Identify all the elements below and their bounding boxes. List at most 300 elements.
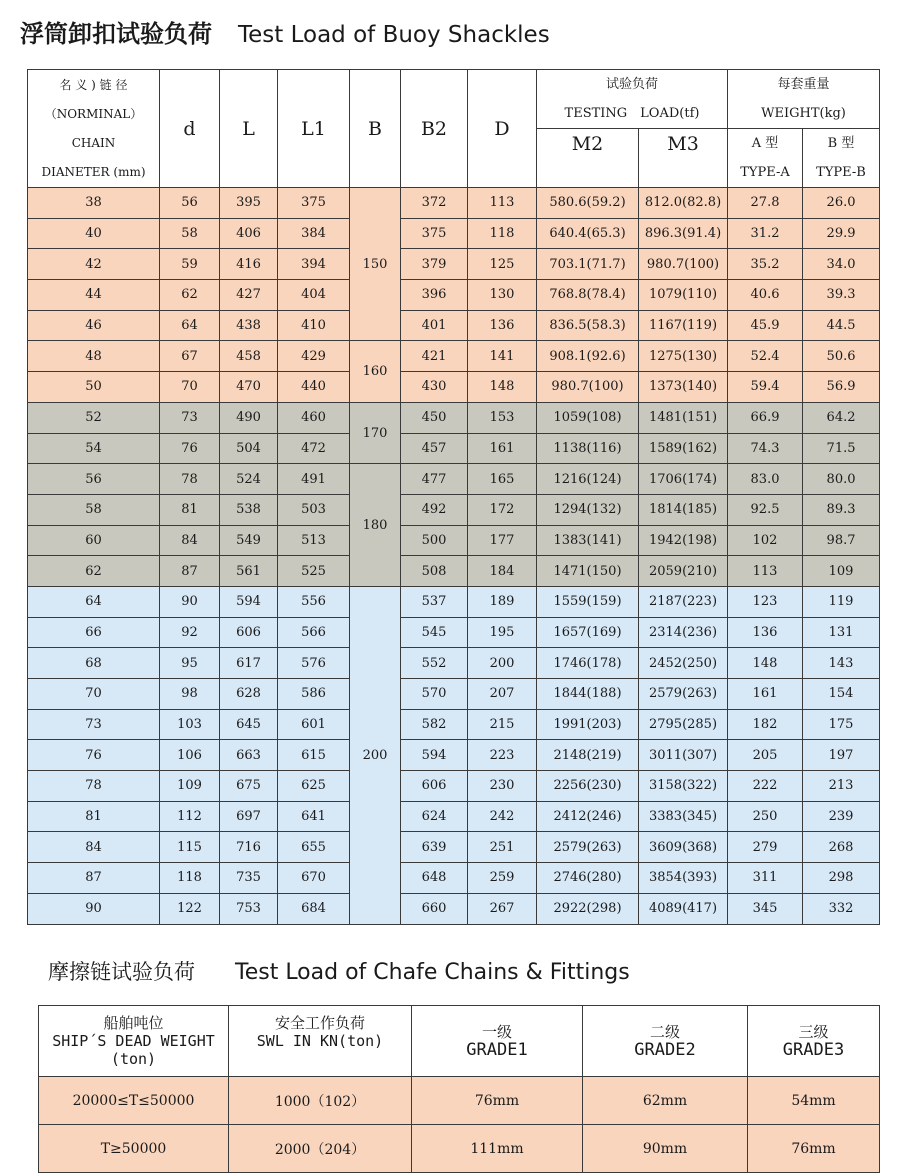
cell-swl: 1000（102） [229, 1077, 412, 1125]
cell-D: 125 [468, 249, 537, 280]
cell-B2: 594 [401, 740, 468, 771]
cell-chain-diameter: 50 [28, 372, 160, 403]
header-D: D [468, 70, 537, 188]
cell-type-a: 45.9 [728, 310, 803, 341]
header-chain-line-1: 名 义 ) 链 径 [59, 77, 128, 92]
cell-chain-diameter: 87 [28, 863, 160, 894]
cell-L1: 525 [278, 556, 350, 587]
table-row [28, 280, 880, 311]
cell-L: 538 [220, 494, 278, 525]
cell-chain-diameter: 52 [28, 402, 160, 433]
cell-d: 58 [160, 218, 220, 249]
cell-B2: 430 [401, 372, 468, 403]
cell-type-a: 35.2 [728, 249, 803, 280]
cell-D: 130 [468, 280, 537, 311]
header-type-b-cn: B 型 [827, 136, 855, 151]
cell-d: 67 [160, 341, 220, 372]
cell-L1: 375 [278, 188, 350, 219]
cell-D: 200 [468, 648, 537, 679]
header-ship-en: SHIP´S DEAD WEIGHT [52, 1032, 215, 1050]
cell-L: 606 [220, 617, 278, 648]
cell-D: 172 [468, 494, 537, 525]
cell-M3: 3158(322) [639, 771, 728, 802]
cell-type-a: 31.2 [728, 218, 803, 249]
cell-M2: 1657(169) [537, 617, 639, 648]
cell-chain-diameter: 81 [28, 801, 160, 832]
cell-L1: 513 [278, 525, 350, 556]
cell-L: 594 [220, 586, 278, 617]
cell-M2: 1383(141) [537, 525, 639, 556]
cell-type-b: 197 [803, 740, 880, 771]
cell-M3: 2314(236) [639, 617, 728, 648]
cell-D: 161 [468, 433, 537, 464]
cell-type-b: 239 [803, 801, 880, 832]
header-L: L [220, 70, 278, 188]
cell-B2: 545 [401, 617, 468, 648]
cell-M3: 812.0(82.8) [639, 188, 728, 219]
cell-L: 427 [220, 280, 278, 311]
cell-chain-diameter: 42 [28, 249, 160, 280]
header-B2: B2 [401, 70, 468, 188]
cell-M3: 3854(393) [639, 863, 728, 894]
cell-L: 617 [220, 648, 278, 679]
cell-L: 490 [220, 402, 278, 433]
cell-d: 90 [160, 586, 220, 617]
header-grade1 [412, 1006, 583, 1077]
cell-type-a: 92.5 [728, 494, 803, 525]
table-row [28, 249, 880, 280]
cell-d: 103 [160, 709, 220, 740]
header-type-a-en: TYPE-A [740, 165, 790, 180]
cell-L: 697 [220, 801, 278, 832]
header-grade3-en: GRADE3 [782, 1040, 845, 1060]
chafe-chains-title-cn: 摩擦链试验负荷 [48, 960, 195, 984]
cell-chain-diameter: 60 [28, 525, 160, 556]
cell-L: 458 [220, 341, 278, 372]
table-row [28, 863, 880, 894]
header-type-a-cn: A 型 [751, 136, 779, 151]
cell-M3: 2059(210) [639, 556, 728, 587]
cell-chain-diameter: 90 [28, 893, 160, 924]
table-row [28, 433, 880, 464]
cell-B2: 477 [401, 464, 468, 495]
cell-d: 106 [160, 740, 220, 771]
cell-chain-diameter: 70 [28, 679, 160, 710]
buoy-shackles-title-cn: 浮筒卸扣试验负荷 [20, 20, 212, 48]
cell-L: 716 [220, 832, 278, 863]
header-chain-line-4: DIANETER (mm) [41, 164, 146, 179]
buoy-shackles-table-body [28, 188, 880, 925]
cell-L1: 655 [278, 832, 350, 863]
cell-M3: 3609(368) [639, 832, 728, 863]
table-row [28, 893, 880, 924]
cell-L1: 566 [278, 617, 350, 648]
cell-M3: 1167(119) [639, 310, 728, 341]
table-row [28, 310, 880, 341]
cell-type-b: 143 [803, 648, 880, 679]
cell-type-b: 71.5 [803, 433, 880, 464]
cell-D: 189 [468, 586, 537, 617]
cell-L: 663 [220, 740, 278, 771]
table-row [28, 402, 880, 433]
cell-M2: 908.1(92.6) [537, 341, 639, 372]
table-row [28, 832, 880, 863]
header-weight-en: WEIGHT(kg) [761, 106, 846, 121]
cell-L1: 410 [278, 310, 350, 341]
cell-d: 95 [160, 648, 220, 679]
cell-d: 56 [160, 188, 220, 219]
cell-M3: 2187(223) [639, 586, 728, 617]
cell-chain-diameter: 38 [28, 188, 160, 219]
cell-type-b: 39.3 [803, 280, 880, 311]
header-testing-cn: 试验负荷 [606, 77, 659, 92]
header-type-a [728, 129, 803, 188]
cell-type-b: 119 [803, 586, 880, 617]
cell-type-a: 27.8 [728, 188, 803, 219]
header-swl-en: SWL IN KN(ton) [256, 1032, 384, 1050]
cell-M2: 580.6(59.2) [537, 188, 639, 219]
cell-D: 242 [468, 801, 537, 832]
cell-d: 92 [160, 617, 220, 648]
cell-M2: 1559(159) [537, 586, 639, 617]
cell-L1: 472 [278, 433, 350, 464]
cell-d: 76 [160, 433, 220, 464]
cell-B2: 537 [401, 586, 468, 617]
chafe-chains-title-en: Test Load of Chafe Chains & Fittings [235, 960, 630, 985]
cell-type-b: 268 [803, 832, 880, 863]
cell-D: 259 [468, 863, 537, 894]
cell-L1: 404 [278, 280, 350, 311]
cell-D: 136 [468, 310, 537, 341]
cell-B2: 582 [401, 709, 468, 740]
cell-B-group: 160 [350, 341, 401, 402]
cell-D: 141 [468, 341, 537, 372]
cell-type-b: 213 [803, 771, 880, 802]
cell-B2: 624 [401, 801, 468, 832]
cell-d: 59 [160, 249, 220, 280]
table-row [28, 709, 880, 740]
cell-type-b: 298 [803, 863, 880, 894]
cell-D: 113 [468, 188, 537, 219]
cell-type-a: 59.4 [728, 372, 803, 403]
cell-swl: 2000（204） [229, 1125, 412, 1173]
cell-L: 735 [220, 863, 278, 894]
header-type-b-en: TYPE-B [816, 165, 866, 180]
cell-M2: 640.4(65.3) [537, 218, 639, 249]
cell-L: 628 [220, 679, 278, 710]
cell-L: 438 [220, 310, 278, 341]
cell-B2: 552 [401, 648, 468, 679]
table-row [28, 556, 880, 587]
cell-M3: 1481(151) [639, 402, 728, 433]
cell-type-b: 98.7 [803, 525, 880, 556]
cell-type-a: 83.0 [728, 464, 803, 495]
table-row [39, 1077, 880, 1125]
cell-M3: 1079(110) [639, 280, 728, 311]
cell-L1: 670 [278, 863, 350, 894]
cell-B2: 401 [401, 310, 468, 341]
cell-type-b: 175 [803, 709, 880, 740]
cell-type-b: 89.3 [803, 494, 880, 525]
table-row [28, 740, 880, 771]
cell-chain-diameter: 64 [28, 586, 160, 617]
cell-chain-diameter: 44 [28, 280, 160, 311]
buoy-shackles-table [27, 69, 880, 925]
cell-d: 64 [160, 310, 220, 341]
cell-chain-diameter: 58 [28, 494, 160, 525]
cell-D: 148 [468, 372, 537, 403]
cell-L: 645 [220, 709, 278, 740]
cell-chain-diameter: 46 [28, 310, 160, 341]
cell-type-b: 29.9 [803, 218, 880, 249]
cell-d: 78 [160, 464, 220, 495]
cell-M2: 1294(132) [537, 494, 639, 525]
cell-d: 122 [160, 893, 220, 924]
header-chain-line-2: （NORMINAL） [44, 106, 143, 121]
cell-L1: 586 [278, 679, 350, 710]
cell-L1: 394 [278, 249, 350, 280]
cell-M2: 2256(230) [537, 771, 639, 802]
cell-B2: 450 [401, 402, 468, 433]
header-testing-en: TESTING LOAD(tf) [564, 106, 700, 121]
cell-B2: 379 [401, 249, 468, 280]
cell-type-a: 113 [728, 556, 803, 587]
cell-chain-diameter: 40 [28, 218, 160, 249]
cell-grade3: 54mm [748, 1077, 880, 1125]
cell-chain-diameter: 78 [28, 771, 160, 802]
cell-M3: 3011(307) [639, 740, 728, 771]
cell-M2: 2922(298) [537, 893, 639, 924]
cell-type-a: 222 [728, 771, 803, 802]
cell-L: 549 [220, 525, 278, 556]
cell-M2: 2579(263) [537, 832, 639, 863]
table-row [28, 525, 880, 556]
cell-B2: 372 [401, 188, 468, 219]
cell-M2: 1844(188) [537, 679, 639, 710]
cell-L: 753 [220, 893, 278, 924]
cell-type-a: 311 [728, 863, 803, 894]
cell-M3: 1942(198) [639, 525, 728, 556]
cell-chain-diameter: 48 [28, 341, 160, 372]
cell-L1: 429 [278, 341, 350, 372]
cell-B2: 492 [401, 494, 468, 525]
cell-M2: 1991(203) [537, 709, 639, 740]
cell-M2: 1216(124) [537, 464, 639, 495]
cell-chain-diameter: 54 [28, 433, 160, 464]
cell-type-a: 66.9 [728, 402, 803, 433]
cell-L1: 503 [278, 494, 350, 525]
header-type-b [803, 129, 880, 188]
cell-type-b: 131 [803, 617, 880, 648]
cell-B2: 396 [401, 280, 468, 311]
cell-D: 215 [468, 709, 537, 740]
cell-L: 470 [220, 372, 278, 403]
cell-D: 207 [468, 679, 537, 710]
cell-M3: 1589(162) [639, 433, 728, 464]
cell-B2: 375 [401, 218, 468, 249]
cell-M2: 1138(116) [537, 433, 639, 464]
cell-grade1: 76mm [412, 1077, 583, 1125]
cell-type-a: 182 [728, 709, 803, 740]
cell-grade1: 111mm [412, 1125, 583, 1173]
cell-B2: 457 [401, 433, 468, 464]
header-chain-line-3: CHAIN [71, 135, 116, 150]
header-chain-diameter [28, 70, 160, 188]
cell-M2: 1471(150) [537, 556, 639, 587]
cell-d: 73 [160, 402, 220, 433]
cell-M3: 2579(263) [639, 679, 728, 710]
cell-chain-diameter: 62 [28, 556, 160, 587]
cell-type-b: 64.2 [803, 402, 880, 433]
cell-chain-diameter: 66 [28, 617, 160, 648]
cell-d: 81 [160, 494, 220, 525]
cell-D: 230 [468, 771, 537, 802]
cell-grade2: 90mm [583, 1125, 748, 1173]
cell-L: 675 [220, 771, 278, 802]
cell-d: 109 [160, 771, 220, 802]
cell-M3: 1275(130) [639, 341, 728, 372]
cell-M2: 703.1(71.7) [537, 249, 639, 280]
cell-chain-diameter: 73 [28, 709, 160, 740]
cell-D: 195 [468, 617, 537, 648]
cell-type-a: 123 [728, 586, 803, 617]
cell-d: 84 [160, 525, 220, 556]
header-M2: M2 [537, 129, 639, 188]
cell-M2: 2148(219) [537, 740, 639, 771]
header-d: d [160, 70, 220, 188]
cell-L1: 641 [278, 801, 350, 832]
cell-M2: 1746(178) [537, 648, 639, 679]
cell-M2: 980.7(100) [537, 372, 639, 403]
table-row [28, 372, 880, 403]
cell-type-a: 161 [728, 679, 803, 710]
header-B: B [350, 70, 401, 188]
header-grade1-cn: 一级 [481, 1023, 512, 1041]
cell-D: 118 [468, 218, 537, 249]
cell-d: 62 [160, 280, 220, 311]
cell-grade2: 62mm [583, 1077, 748, 1125]
cell-type-a: 345 [728, 893, 803, 924]
cell-M2: 2746(280) [537, 863, 639, 894]
cell-M3: 980.7(100) [639, 249, 728, 280]
cell-chain-diameter: 84 [28, 832, 160, 863]
cell-type-a: 102 [728, 525, 803, 556]
cell-M2: 768.8(78.4) [537, 280, 639, 311]
table-row [39, 1125, 880, 1173]
header-swl-cn: 安全工作负荷 [274, 1014, 365, 1032]
cell-B2: 639 [401, 832, 468, 863]
cell-L1: 491 [278, 464, 350, 495]
cell-type-a: 148 [728, 648, 803, 679]
header-ship-dead-weight [39, 1006, 229, 1077]
cell-L1: 601 [278, 709, 350, 740]
table-row [28, 586, 880, 617]
cell-ship: 20000≤T≤50000 [39, 1077, 229, 1125]
cell-chain-diameter: 76 [28, 740, 160, 771]
cell-d: 70 [160, 372, 220, 403]
cell-M3: 1706(174) [639, 464, 728, 495]
cell-B-group: 150 [350, 188, 401, 341]
cell-L1: 440 [278, 372, 350, 403]
cell-d: 118 [160, 863, 220, 894]
cell-D: 153 [468, 402, 537, 433]
cell-B2: 606 [401, 771, 468, 802]
cell-type-a: 250 [728, 801, 803, 832]
cell-L1: 625 [278, 771, 350, 802]
header-L1: L1 [278, 70, 350, 188]
cell-L: 406 [220, 218, 278, 249]
cell-grade3: 76mm [748, 1125, 880, 1173]
buoy-shackles-title [20, 14, 550, 49]
cell-L: 395 [220, 188, 278, 219]
header-M3: M3 [639, 129, 728, 188]
buoy-shackles-title-en: Test Load of Buoy Shackles [238, 22, 550, 48]
cell-type-a: 136 [728, 617, 803, 648]
header-grade2-en: GRADE2 [634, 1040, 696, 1060]
cell-chain-diameter: 68 [28, 648, 160, 679]
cell-D: 177 [468, 525, 537, 556]
table-row [28, 771, 880, 802]
cell-M2: 1059(108) [537, 402, 639, 433]
cell-d: 87 [160, 556, 220, 587]
cell-D: 251 [468, 832, 537, 863]
cell-M2: 2412(246) [537, 801, 639, 832]
cell-D: 165 [468, 464, 537, 495]
cell-type-a: 205 [728, 740, 803, 771]
cell-L: 504 [220, 433, 278, 464]
cell-type-b: 80.0 [803, 464, 880, 495]
header-grade3 [748, 1006, 880, 1077]
cell-L1: 576 [278, 648, 350, 679]
table-row [28, 679, 880, 710]
table-row [28, 494, 880, 525]
cell-B2: 648 [401, 863, 468, 894]
cell-M3: 2795(285) [639, 709, 728, 740]
cell-type-a: 40.6 [728, 280, 803, 311]
table-row [28, 801, 880, 832]
table-row [28, 464, 880, 495]
table-row [28, 188, 880, 219]
table-row [28, 341, 880, 372]
cell-type-b: 56.9 [803, 372, 880, 403]
cell-type-a: 279 [728, 832, 803, 863]
cell-B2: 660 [401, 893, 468, 924]
cell-M3: 4089(417) [639, 893, 728, 924]
cell-M3: 896.3(91.4) [639, 218, 728, 249]
cell-type-a: 52.4 [728, 341, 803, 372]
cell-D: 267 [468, 893, 537, 924]
cell-M3: 1814(185) [639, 494, 728, 525]
cell-D: 184 [468, 556, 537, 587]
header-ship-unit: (ton) [110, 1050, 157, 1068]
cell-B-group: 170 [350, 402, 401, 463]
cell-M2: 836.5(58.3) [537, 310, 639, 341]
cell-L1: 684 [278, 893, 350, 924]
header-grade3-cn: 三级 [798, 1023, 829, 1041]
cell-d: 98 [160, 679, 220, 710]
cell-B2: 500 [401, 525, 468, 556]
cell-B2: 570 [401, 679, 468, 710]
table-row [28, 617, 880, 648]
header-grade2 [583, 1006, 748, 1077]
header-weight [728, 70, 880, 129]
cell-type-a: 74.3 [728, 433, 803, 464]
chafe-chains-table [38, 1005, 880, 1173]
header-grade2-cn: 二级 [649, 1023, 680, 1041]
cell-ship: T≥50000 [39, 1125, 229, 1173]
cell-M3: 1373(140) [639, 372, 728, 403]
header-weight-cn: 每套重量 [777, 77, 830, 92]
